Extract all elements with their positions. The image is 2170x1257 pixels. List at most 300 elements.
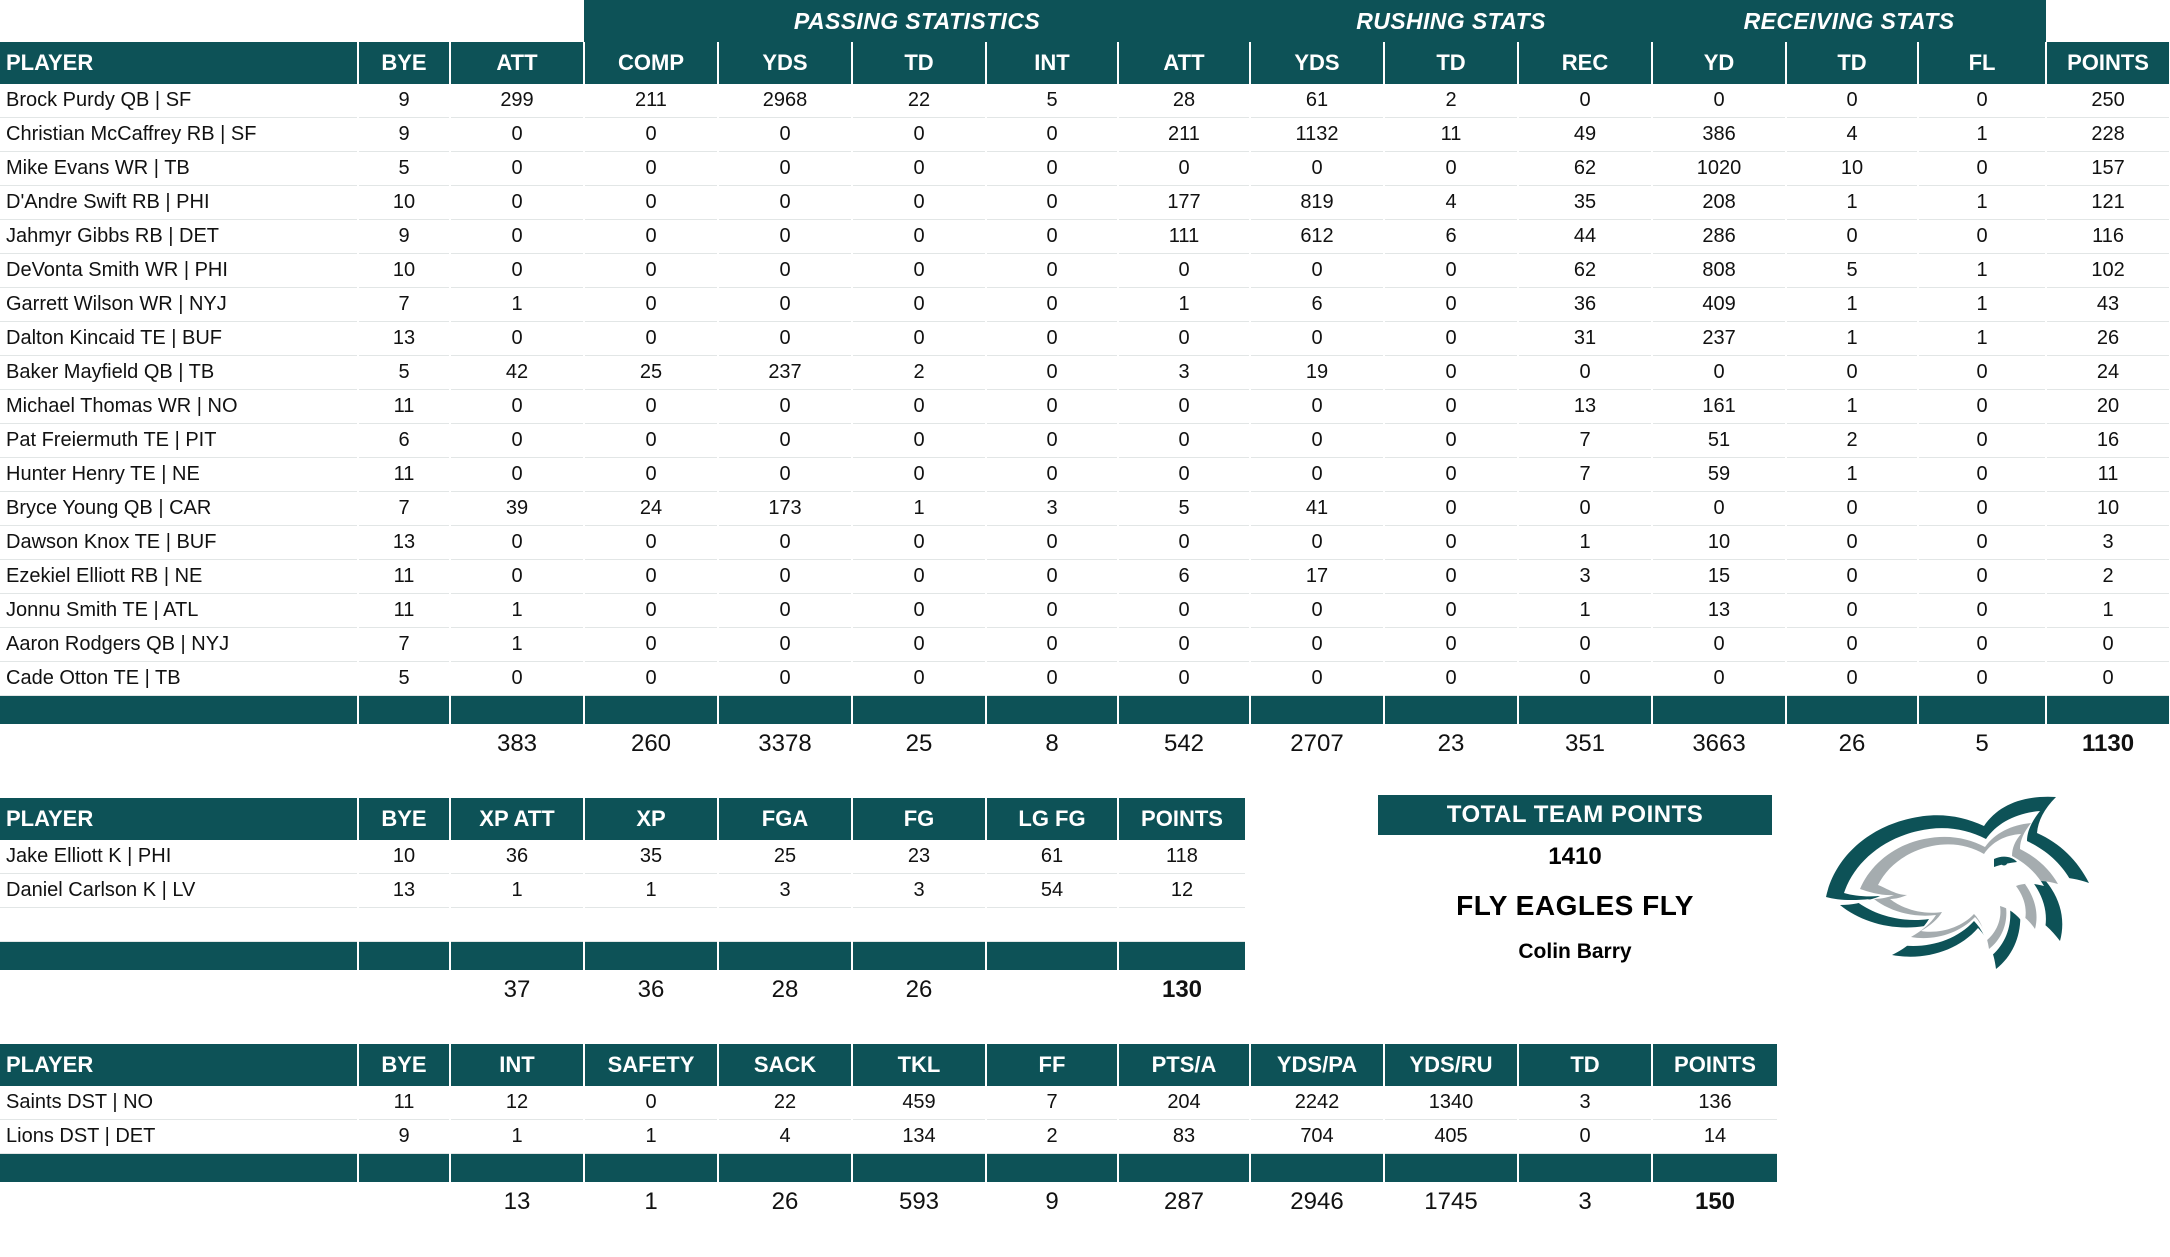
cell-points: 11 <box>2046 458 2170 492</box>
player-name: Michael Thomas WR | NO <box>0 390 358 424</box>
cell-int: 0 <box>986 254 1118 288</box>
kicker-empty-row <box>0 908 1246 942</box>
col-bye[interactable]: BYE <box>358 798 450 840</box>
table-row[interactable] <box>0 560 2170 594</box>
table-row[interactable] <box>0 874 1246 908</box>
group-header-receiving: RECEIVING STATS <box>1652 0 2046 42</box>
sep-cell <box>0 696 358 725</box>
cell-rush-yds: 1132 <box>1250 118 1384 152</box>
cell-rush-td: 0 <box>1384 628 1518 662</box>
col-player[interactable]: PLAYER <box>0 798 358 840</box>
player-name: Brock Purdy QB | SF <box>0 84 358 118</box>
cell-rush-yds: 6 <box>1250 288 1384 322</box>
table-row[interactable] <box>0 390 2170 424</box>
col-rush-att[interactable]: ATT <box>1118 42 1250 84</box>
player-name: Dalton Kincaid TE | BUF <box>0 322 358 356</box>
player-name: Saints DST | NO <box>0 1086 358 1120</box>
cell-fg: 23 <box>852 840 986 874</box>
cell-pass-td: 0 <box>852 594 986 628</box>
cell-fl: 1 <box>1918 118 2046 152</box>
col-yds-rush-allowed[interactable]: YDS/RU <box>1384 1044 1518 1086</box>
cell-int: 0 <box>986 526 1118 560</box>
totals-rec: 351 <box>1564 730 1606 757</box>
cell-comp: 211 <box>584 84 718 118</box>
totals-comp: 260 <box>630 730 672 757</box>
col-bye[interactable]: BYE <box>358 42 450 84</box>
spacer-2 <box>0 1010 2170 1044</box>
cell-bye: 6 <box>358 424 450 458</box>
sep-cell <box>986 942 1118 971</box>
cell-int: 0 <box>986 458 1118 492</box>
totals-points: 130 <box>1161 976 1203 1003</box>
philadelphia-eagles-logo-icon <box>1808 785 2108 1000</box>
cell-rush-yds: 0 <box>1250 662 1384 696</box>
sep-cell <box>986 1154 1118 1183</box>
cell-pass-td: 0 <box>852 288 986 322</box>
empty-cell <box>584 908 718 942</box>
totals-points: 150 <box>1694 1188 1736 1215</box>
cell-rush-td: 0 <box>1384 594 1518 628</box>
col-safety[interactable]: SAFETY <box>584 1044 718 1086</box>
col-pass-yds[interactable]: YDS <box>718 42 852 84</box>
cell-fga: 3 <box>718 874 852 908</box>
cell-rec-yd: 0 <box>1652 356 1786 390</box>
player-name: Christian McCaffrey RB | SF <box>0 118 358 152</box>
empty-cell <box>358 908 450 942</box>
cell-sack: 4 <box>718 1120 852 1154</box>
player-name: Jonnu Smith TE | ATL <box>0 594 358 628</box>
cell-td: 3 <box>1518 1086 1652 1120</box>
cell-rec-yd: 808 <box>1652 254 1786 288</box>
sep-cell <box>358 696 450 725</box>
cell-points: 102 <box>2046 254 2170 288</box>
cell-rec: 1 <box>1518 526 1652 560</box>
cell-bye: 13 <box>358 322 450 356</box>
cell-pass-att: 0 <box>450 458 584 492</box>
cell-rush-td: 0 <box>1384 254 1518 288</box>
table-row[interactable] <box>0 186 2170 220</box>
offense-group-header-row <box>0 0 2170 42</box>
cell-rush-yds: 0 <box>1250 526 1384 560</box>
cell-td: 0 <box>1518 1120 1652 1154</box>
totals-tkl: 593 <box>898 1188 940 1215</box>
cell-pass-td: 1 <box>852 492 986 526</box>
col-points[interactable]: POINTS <box>1652 1044 1778 1086</box>
cell-rec-yd: 59 <box>1652 458 1786 492</box>
totals-lg-fg <box>986 970 1118 1010</box>
cell-fl: 1 <box>1918 322 2046 356</box>
col-ff[interactable]: FF <box>986 1044 1118 1086</box>
cell-rec: 7 <box>1518 458 1652 492</box>
cell-fl: 0 <box>1918 84 2046 118</box>
cell-rush-att: 211 <box>1118 118 1250 152</box>
totals-bye <box>358 724 450 764</box>
cell-points: 157 <box>2046 152 2170 186</box>
cell-pass-td: 0 <box>852 628 986 662</box>
cell-rush-att: 0 <box>1118 662 1250 696</box>
cell-yds-rush-allowed: 405 <box>1384 1120 1518 1154</box>
sep-cell <box>0 1154 358 1183</box>
cell-rush-att: 1 <box>1118 288 1250 322</box>
table-row[interactable] <box>0 458 2170 492</box>
cell-comp: 25 <box>584 356 718 390</box>
cell-rec: 35 <box>1518 186 1652 220</box>
cell-pass-att: 39 <box>450 492 584 526</box>
cell-ff: 2 <box>986 1120 1118 1154</box>
cell-rec-td: 1 <box>1786 186 1918 220</box>
empty-cell <box>450 908 584 942</box>
col-xp[interactable]: XP <box>584 798 718 840</box>
sep-cell <box>584 1154 718 1183</box>
cell-comp: 0 <box>584 288 718 322</box>
cell-rush-att: 177 <box>1118 186 1250 220</box>
cell-pass-att: 0 <box>450 254 584 288</box>
table-row[interactable] <box>0 220 2170 254</box>
kicker-totals-row <box>0 970 1246 1010</box>
cell-bye: 11 <box>358 458 450 492</box>
cell-points: 2 <box>2046 560 2170 594</box>
cell-rush-att: 111 <box>1118 220 1250 254</box>
cell-pass-att: 0 <box>450 322 584 356</box>
cell-rec-td: 0 <box>1786 220 1918 254</box>
cell-rec-td: 0 <box>1786 526 1918 560</box>
cell-bye: 7 <box>358 628 450 662</box>
cell-pass-att: 42 <box>450 356 584 390</box>
cell-points: 136 <box>1652 1086 1778 1120</box>
col-yds-pass-allowed[interactable]: YDS/PA <box>1250 1044 1384 1086</box>
totals-bye <box>358 1182 450 1222</box>
cell-points: 12 <box>1118 874 1246 908</box>
table-row[interactable] <box>0 628 2170 662</box>
cell-int: 1 <box>450 1120 584 1154</box>
cell-points: 26 <box>2046 322 2170 356</box>
cell-fl: 0 <box>1918 220 2046 254</box>
table-row[interactable] <box>0 594 2170 628</box>
cell-bye: 11 <box>358 560 450 594</box>
sep-cell <box>358 1154 450 1183</box>
sep-cell <box>718 1154 852 1183</box>
table-row[interactable] <box>0 1120 1778 1154</box>
col-fga[interactable]: FGA <box>718 798 852 840</box>
cell-rec: 62 <box>1518 152 1652 186</box>
cell-pass-yds: 173 <box>718 492 852 526</box>
totals-rush-td: 23 <box>1437 730 1465 757</box>
cell-rush-td: 0 <box>1384 424 1518 458</box>
cell-pass-yds: 0 <box>718 560 852 594</box>
cell-points: 43 <box>2046 288 2170 322</box>
player-name: Baker Mayfield QB | TB <box>0 356 358 390</box>
sep-cell <box>450 942 584 971</box>
table-row[interactable] <box>0 254 2170 288</box>
sep-cell <box>1250 696 1384 725</box>
cell-rush-td: 0 <box>1384 356 1518 390</box>
cell-pass-att: 0 <box>450 186 584 220</box>
col-tkl[interactable]: TKL <box>852 1044 986 1086</box>
totals-int: 13 <box>503 1188 531 1215</box>
cell-fl: 0 <box>1918 526 2046 560</box>
cell-bye: 13 <box>358 874 450 908</box>
col-player[interactable]: PLAYER <box>0 1044 358 1086</box>
col-int[interactable]: INT <box>986 42 1118 84</box>
cell-rec-yd: 1020 <box>1652 152 1786 186</box>
cell-comp: 0 <box>584 118 718 152</box>
col-lg-fg[interactable]: LG FG <box>986 798 1118 840</box>
cell-comp: 0 <box>584 254 718 288</box>
cell-rush-yds: 17 <box>1250 560 1384 594</box>
cell-rec: 0 <box>1518 356 1652 390</box>
col-rush-yds[interactable]: YDS <box>1250 42 1384 84</box>
cell-comp: 0 <box>584 322 718 356</box>
sep-cell <box>450 1154 584 1183</box>
col-points[interactable]: POINTS <box>1118 798 1246 840</box>
cell-pass-att: 0 <box>450 390 584 424</box>
col-rush-td[interactable]: TD <box>1384 42 1518 84</box>
totals-fg: 26 <box>905 976 933 1003</box>
totals-fl: 5 <box>1975 730 1989 757</box>
col-sack[interactable]: SACK <box>718 1044 852 1086</box>
cell-rec-td: 0 <box>1786 84 1918 118</box>
empty-cell <box>852 908 986 942</box>
col-rec[interactable]: REC <box>1518 42 1652 84</box>
sep-cell <box>1118 942 1246 971</box>
cell-int: 0 <box>986 152 1118 186</box>
cell-rec-yd: 208 <box>1652 186 1786 220</box>
col-fl[interactable]: FL <box>1918 42 2046 84</box>
col-rec-yd[interactable]: YD <box>1652 42 1786 84</box>
col-td[interactable]: TD <box>1518 1044 1652 1086</box>
sep-cell <box>852 942 986 971</box>
cell-rec-td: 1 <box>1786 288 1918 322</box>
cell-fl: 0 <box>1918 594 2046 628</box>
cell-pass-yds: 0 <box>718 118 852 152</box>
empty-cell <box>986 908 1118 942</box>
cell-fl: 0 <box>1918 662 2046 696</box>
cell-pass-att: 1 <box>450 288 584 322</box>
table-row[interactable] <box>0 356 2170 390</box>
cell-fg: 3 <box>852 874 986 908</box>
cell-rec-yd: 409 <box>1652 288 1786 322</box>
cell-comp: 0 <box>584 390 718 424</box>
cell-int: 0 <box>986 390 1118 424</box>
sep-cell <box>1118 696 1250 725</box>
cell-pass-att: 0 <box>450 118 584 152</box>
table-row[interactable] <box>0 118 2170 152</box>
cell-pass-yds: 237 <box>718 356 852 390</box>
cell-rush-yds: 0 <box>1250 424 1384 458</box>
total-team-points-value: 1410 <box>1548 843 1602 870</box>
kicker-column-header-row <box>0 798 1246 840</box>
table-row[interactable] <box>0 322 2170 356</box>
sep-cell <box>1652 696 1786 725</box>
cell-yds-rush-allowed: 1340 <box>1384 1086 1518 1120</box>
totals-fga: 28 <box>771 976 799 1003</box>
player-name: Bryce Young QB | CAR <box>0 492 358 526</box>
totals-rec-td: 26 <box>1838 730 1866 757</box>
player-name: Mike Evans WR | TB <box>0 152 358 186</box>
cell-points: 116 <box>2046 220 2170 254</box>
totals-ff: 9 <box>1045 1188 1059 1215</box>
cell-rush-att: 0 <box>1118 390 1250 424</box>
sep-cell <box>852 696 986 725</box>
cell-comp: 0 <box>584 526 718 560</box>
player-name: Garrett Wilson WR | NYJ <box>0 288 358 322</box>
col-pass-att[interactable]: ATT <box>450 42 584 84</box>
totals-yds-rush-allowed: 1745 <box>1424 1188 1478 1215</box>
cell-rec-td: 1 <box>1786 458 1918 492</box>
cell-rush-yds: 0 <box>1250 152 1384 186</box>
player-name: Daniel Carlson K | LV <box>0 874 358 908</box>
group-header-blank-left <box>0 0 584 42</box>
cell-rush-att: 0 <box>1118 594 1250 628</box>
cell-pass-td: 0 <box>852 424 986 458</box>
cell-rush-yds: 0 <box>1250 594 1384 628</box>
totals-int: 8 <box>1045 730 1059 757</box>
cell-bye: 7 <box>358 288 450 322</box>
cell-pass-att: 299 <box>450 84 584 118</box>
cell-bye: 11 <box>358 594 450 628</box>
empty-cell <box>718 908 852 942</box>
cell-bye: 10 <box>358 186 450 220</box>
cell-pass-td: 0 <box>852 458 986 492</box>
cell-pass-yds: 0 <box>718 152 852 186</box>
cell-fl: 0 <box>1918 492 2046 526</box>
cell-pass-att: 0 <box>450 560 584 594</box>
player-name: Dawson Knox TE | BUF <box>0 526 358 560</box>
cell-rush-yds: 41 <box>1250 492 1384 526</box>
table-row[interactable] <box>0 662 2170 696</box>
cell-rec-yd: 0 <box>1652 492 1786 526</box>
cell-pass-att: 0 <box>450 662 584 696</box>
cell-pts-allowed: 204 <box>1118 1086 1250 1120</box>
col-int[interactable]: INT <box>450 1044 584 1086</box>
table-row[interactable] <box>0 840 1246 874</box>
sep-cell <box>1518 1154 1652 1183</box>
cell-rush-att: 0 <box>1118 322 1250 356</box>
cell-rush-att: 0 <box>1118 526 1250 560</box>
cell-rush-td: 0 <box>1384 662 1518 696</box>
cell-rec-yd: 15 <box>1652 560 1786 594</box>
table-row[interactable] <box>0 152 2170 186</box>
cell-rec-yd: 0 <box>1652 84 1786 118</box>
cell-fl: 0 <box>1918 628 2046 662</box>
table-row[interactable] <box>0 424 2170 458</box>
player-name: Lions DST | DET <box>0 1120 358 1154</box>
cell-rush-yds: 0 <box>1250 458 1384 492</box>
cell-rec-td: 1 <box>1786 322 1918 356</box>
cell-pass-att: 0 <box>450 152 584 186</box>
cell-yds-pass-allowed: 2242 <box>1250 1086 1384 1120</box>
player-name: DeVonta Smith WR | PHI <box>0 254 358 288</box>
sep-cell <box>986 696 1118 725</box>
totals-td: 3 <box>1578 1188 1592 1215</box>
col-comp[interactable]: COMP <box>584 42 718 84</box>
table-row[interactable] <box>0 84 2170 118</box>
table-row[interactable] <box>0 526 2170 560</box>
cell-safety: 0 <box>584 1086 718 1120</box>
cell-sack: 22 <box>718 1086 852 1120</box>
cell-int: 0 <box>986 594 1118 628</box>
col-pts-allowed[interactable]: PTS/A <box>1118 1044 1250 1086</box>
cell-xp-att: 36 <box>450 840 584 874</box>
cell-lg-fg: 54 <box>986 874 1118 908</box>
cell-rec-yd: 286 <box>1652 220 1786 254</box>
sep-cell <box>1118 1154 1250 1183</box>
table-row[interactable] <box>0 288 2170 322</box>
cell-pass-att: 0 <box>450 424 584 458</box>
cell-points: 20 <box>2046 390 2170 424</box>
cell-rush-td: 4 <box>1384 186 1518 220</box>
cell-rec-td: 10 <box>1786 152 1918 186</box>
group-header-passing: PASSING STATISTICS <box>584 0 1250 42</box>
cell-pass-td: 0 <box>852 254 986 288</box>
cell-rush-yds: 0 <box>1250 322 1384 356</box>
col-pass-td[interactable]: TD <box>852 42 986 84</box>
cell-rec-td: 0 <box>1786 662 1918 696</box>
team-owner-name: Colin Barry <box>1518 940 1632 963</box>
cell-comp: 0 <box>584 628 718 662</box>
sep-cell <box>0 942 358 971</box>
cell-bye: 13 <box>358 526 450 560</box>
group-header-blank-right <box>2046 0 2170 42</box>
cell-pass-att: 0 <box>450 526 584 560</box>
cell-rec: 31 <box>1518 322 1652 356</box>
col-bye[interactable]: BYE <box>358 1044 450 1086</box>
cell-rec-td: 0 <box>1786 628 1918 662</box>
offense-column-header-row <box>0 42 2170 84</box>
totals-rush-yds: 2707 <box>1290 730 1344 757</box>
cell-fl: 0 <box>1918 458 2046 492</box>
cell-tkl: 459 <box>852 1086 986 1120</box>
cell-lg-fg: 61 <box>986 840 1118 874</box>
cell-rush-yds: 0 <box>1250 390 1384 424</box>
totals-label <box>0 724 358 764</box>
cell-pass-td: 0 <box>852 560 986 594</box>
cell-rec: 0 <box>1518 662 1652 696</box>
table-row[interactable] <box>0 492 2170 526</box>
player-name: Pat Freiermuth TE | PIT <box>0 424 358 458</box>
cell-rec-td: 5 <box>1786 254 1918 288</box>
cell-rush-yds: 19 <box>1250 356 1384 390</box>
cell-rec: 13 <box>1518 390 1652 424</box>
cell-pass-td: 0 <box>852 118 986 152</box>
cell-int: 0 <box>986 356 1118 390</box>
cell-pass-yds: 0 <box>718 628 852 662</box>
cell-pass-td: 0 <box>852 390 986 424</box>
cell-rush-att: 0 <box>1118 152 1250 186</box>
cell-int: 0 <box>986 662 1118 696</box>
cell-int: 0 <box>986 186 1118 220</box>
col-points[interactable]: POINTS <box>2046 42 2170 84</box>
cell-pass-att: 1 <box>450 628 584 662</box>
kicker-separator-row <box>0 942 1246 971</box>
cell-pts-allowed: 83 <box>1118 1120 1250 1154</box>
offense-totals-row <box>0 724 2170 764</box>
col-xp-att[interactable]: XP ATT <box>450 798 584 840</box>
col-rec-td[interactable]: TD <box>1786 42 1918 84</box>
cell-rush-td: 2 <box>1384 84 1518 118</box>
cell-xp: 1 <box>584 874 718 908</box>
cell-pass-td: 0 <box>852 662 986 696</box>
totals-points: 1130 <box>2081 730 2135 757</box>
cell-int: 0 <box>986 560 1118 594</box>
cell-fl: 0 <box>1918 356 2046 390</box>
cell-rush-td: 0 <box>1384 288 1518 322</box>
col-fg[interactable]: FG <box>852 798 986 840</box>
col-player[interactable]: PLAYER <box>0 42 358 84</box>
table-row[interactable] <box>0 1086 1778 1120</box>
cell-rush-att: 0 <box>1118 458 1250 492</box>
sep-cell <box>358 942 450 971</box>
